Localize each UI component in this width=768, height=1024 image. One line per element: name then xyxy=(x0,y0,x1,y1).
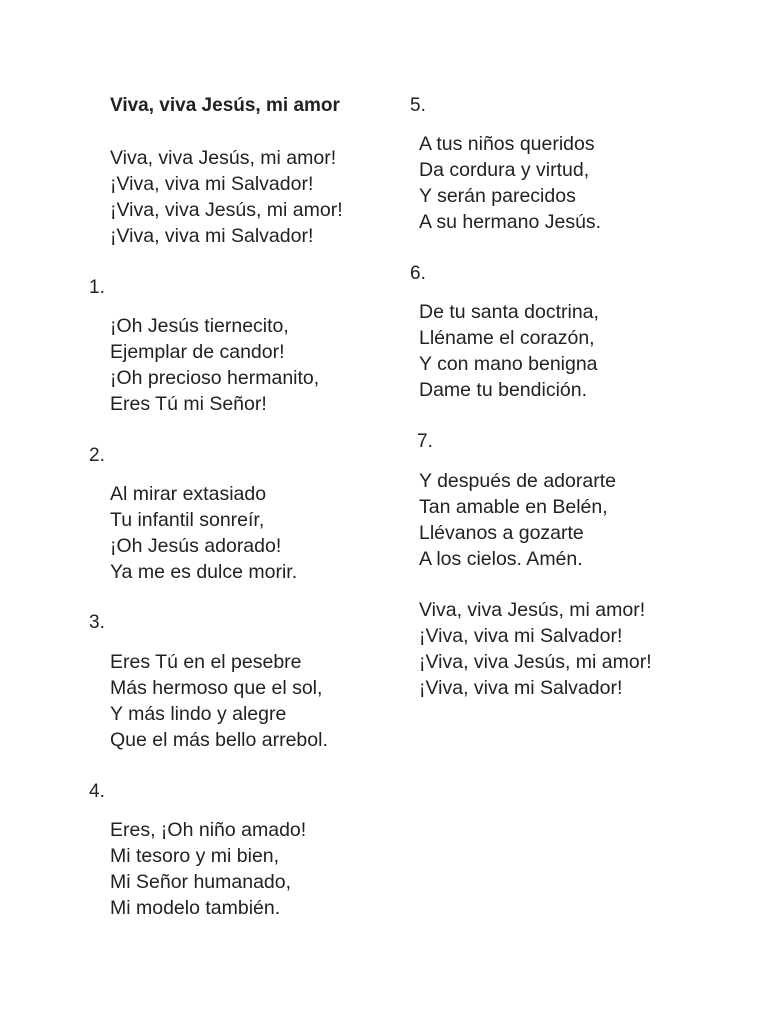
verse-line: Al mirar extasiado xyxy=(110,483,267,505)
verse-number: 3. xyxy=(89,612,105,633)
verse-4 xyxy=(110,817,306,921)
verse-line: A tus niños queridos xyxy=(419,133,595,155)
verse-line: ¡Oh Jesús tiernecito, xyxy=(110,315,289,337)
verse-number: 1. xyxy=(89,277,105,298)
verse-line: Lléname el corazón, xyxy=(419,327,595,349)
verse-line: A su hermano Jesús. xyxy=(419,211,602,233)
verse-line: Mi modelo también. xyxy=(110,897,281,919)
verse-7 xyxy=(419,468,616,572)
chorus-line: ¡Viva, viva mi Salvador! xyxy=(419,625,623,647)
verse-line: Y serán parecidos xyxy=(419,185,576,207)
verse-line: Más hermoso que el sol, xyxy=(110,677,323,699)
verse-line: De tu santa doctrina, xyxy=(419,301,599,323)
verse-1 xyxy=(110,313,319,417)
verse-line: Eres Tú en el pesebre xyxy=(110,651,302,673)
chorus-top xyxy=(110,145,343,249)
verse-line: Y más lindo y alegre xyxy=(110,703,287,725)
verse-line: Da cordura y virtud, xyxy=(419,159,590,181)
verse-2 xyxy=(110,481,297,585)
verse-line: ¡Oh precioso hermanito, xyxy=(110,367,320,389)
verse-5 xyxy=(419,131,601,235)
chorus-line: ¡Viva, viva mi Salvador! xyxy=(110,173,314,195)
verse-line: Eres Tú mi Señor! xyxy=(110,393,267,415)
verse-number: 5. xyxy=(410,95,426,116)
chorus-line: ¡Viva, viva Jesús, mi amor! xyxy=(110,199,343,221)
verse-6 xyxy=(419,299,599,403)
verse-line: A los cielos. Amén. xyxy=(419,548,583,570)
verse-line: Y después de adorarte xyxy=(419,470,616,492)
verse-line: Que el más bello arrebol. xyxy=(110,729,328,751)
chorus-line: ¡Viva, viva mi Salvador! xyxy=(419,677,623,699)
verse-line: Mi Señor humanado, xyxy=(110,871,292,893)
verse-line: Mi tesoro y mi bien, xyxy=(110,845,280,867)
verse-line: Tu infantil sonreír, xyxy=(110,509,265,531)
verse-3 xyxy=(110,649,328,753)
verse-line: Dame tu bendición. xyxy=(419,379,588,401)
chorus-line: Viva, viva Jesús, mi amor! xyxy=(110,147,337,169)
verse-line: Y con mano benigna xyxy=(419,353,598,375)
verse-line: Llévanos a gozarte xyxy=(419,522,584,544)
song-title: Viva, viva Jesús, mi amor xyxy=(110,95,340,116)
chorus-line: ¡Viva, viva Jesús, mi amor! xyxy=(419,651,652,673)
chorus-line: ¡Viva, viva mi Salvador! xyxy=(110,225,314,247)
verse-number: 7. xyxy=(417,431,433,452)
verse-line: Ejemplar de candor! xyxy=(110,341,285,363)
chorus-bottom xyxy=(419,597,652,701)
verse-number: 4. xyxy=(89,781,105,802)
chorus-line: Viva, viva Jesús, mi amor! xyxy=(419,599,646,621)
verse-line: Tan amable en Belén, xyxy=(419,496,608,518)
verse-line: Eres, ¡Oh niño amado! xyxy=(110,819,307,841)
verse-number: 6. xyxy=(410,263,426,284)
verse-number: 2. xyxy=(89,445,105,466)
verse-line: Ya me es dulce morir. xyxy=(110,561,298,583)
verse-line: ¡Oh Jesús adorado! xyxy=(110,535,282,557)
